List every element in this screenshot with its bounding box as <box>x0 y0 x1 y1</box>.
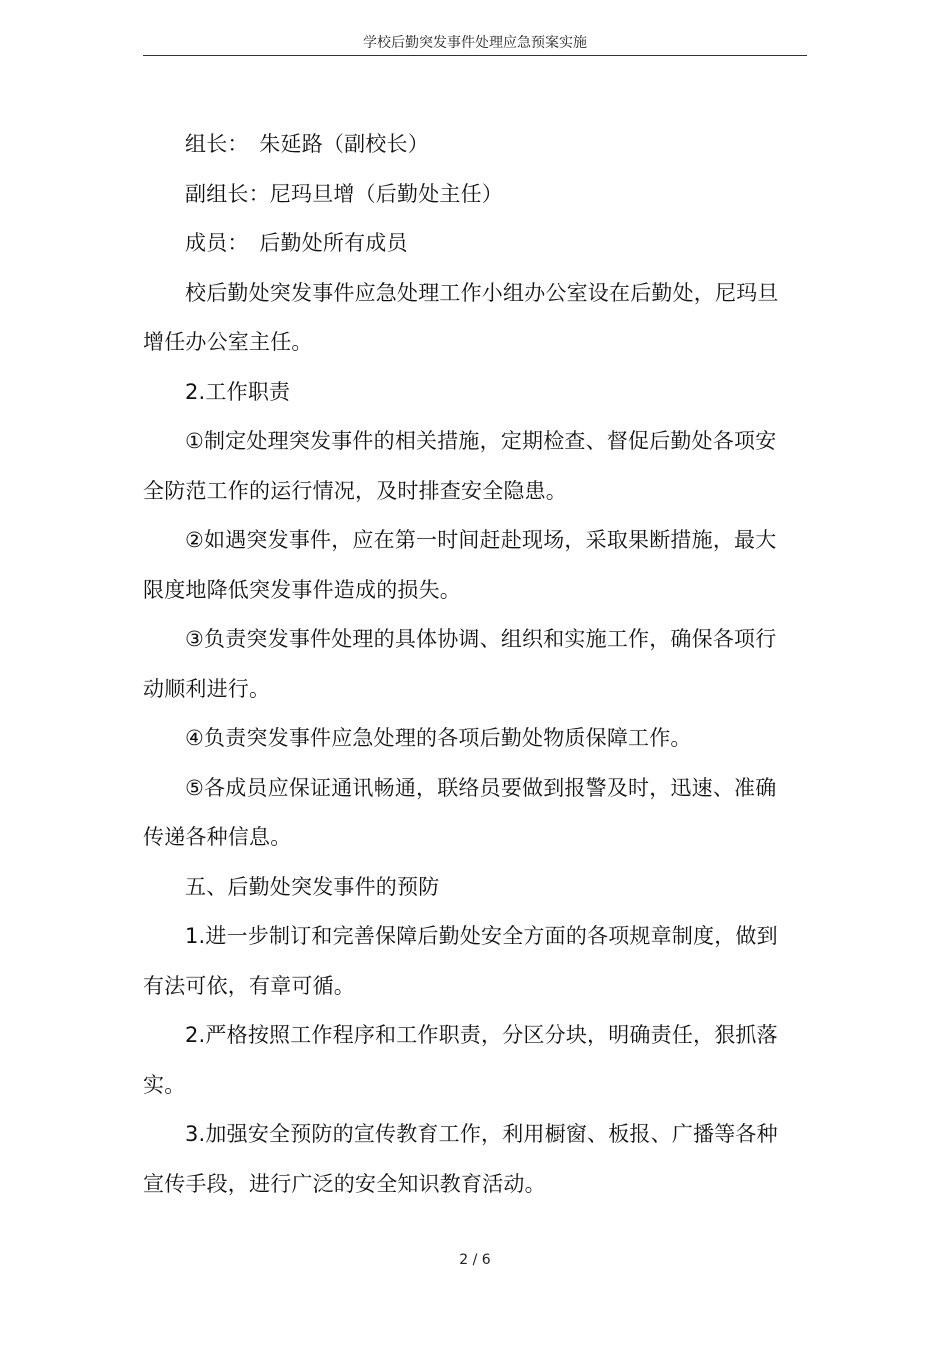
paragraph-prevention-1: 1.进一步制订和完善保障后勤处安全方面的各项规章制度，做到有法可依，有章可循。 <box>143 924 778 998</box>
section-heading-duties: 2.工作职责 <box>185 379 291 404</box>
paragraph-duty-1: ①制定处理突发事件的相关措施，定期检查、督促后勤处各项安全防范工作的运行情况，及时排查安全隐患。 <box>143 429 777 503</box>
document-body <box>143 120 779 1209</box>
paragraph-members: 成员： 后勤处所有成员 <box>185 231 408 255</box>
header-divider <box>143 55 807 56</box>
paragraph-prevention-3: 3.加强安全预防的宣传教育工作，利用橱窗、板报、广播等各种宣传手段，进行广泛的安全知识教育活动。 <box>143 1122 778 1196</box>
paragraph-duty-3: ③负责突发事件处理的具体协调、组织和实施工作，确保各项行动顺利进行。 <box>143 627 777 701</box>
page-header-title: 学校后勤突发事件处理应急预案实施 <box>363 35 587 51</box>
paragraph-duty-5: ⑤各成员应保证通讯畅通，联络员要做到报警及时，迅速、准确传递各种信息。 <box>143 775 777 849</box>
paragraph-duty-4: ④负责突发事件应急处理的各项后勤处物质保障工作。 <box>185 726 692 750</box>
paragraph-team-leader: 组长： 朱延路（副校长） <box>185 132 429 156</box>
paragraph-duty-2: ②如遇突发事件，应在第一时间赶赴现场，采取果断措施，最大限度地降低突发事件造成的损失。 <box>143 528 777 602</box>
paragraph-prevention-2: 2.严格按照工作程序和工作职责，分区分块，明确责任，狠抓落实。 <box>143 1023 778 1097</box>
page-number: 2 / 6 <box>459 1252 491 1268</box>
section-heading-prevention: 五、后勤处突发事件的预防 <box>185 874 440 899</box>
paragraph-office: 校后勤处突发事件应急处理工作小组办公室设在后勤处，尼玛旦增任办公室主任。 <box>143 280 779 354</box>
paragraph-deputy-leader: 副组长：尼玛旦增（后勤处主任） <box>185 181 503 206</box>
